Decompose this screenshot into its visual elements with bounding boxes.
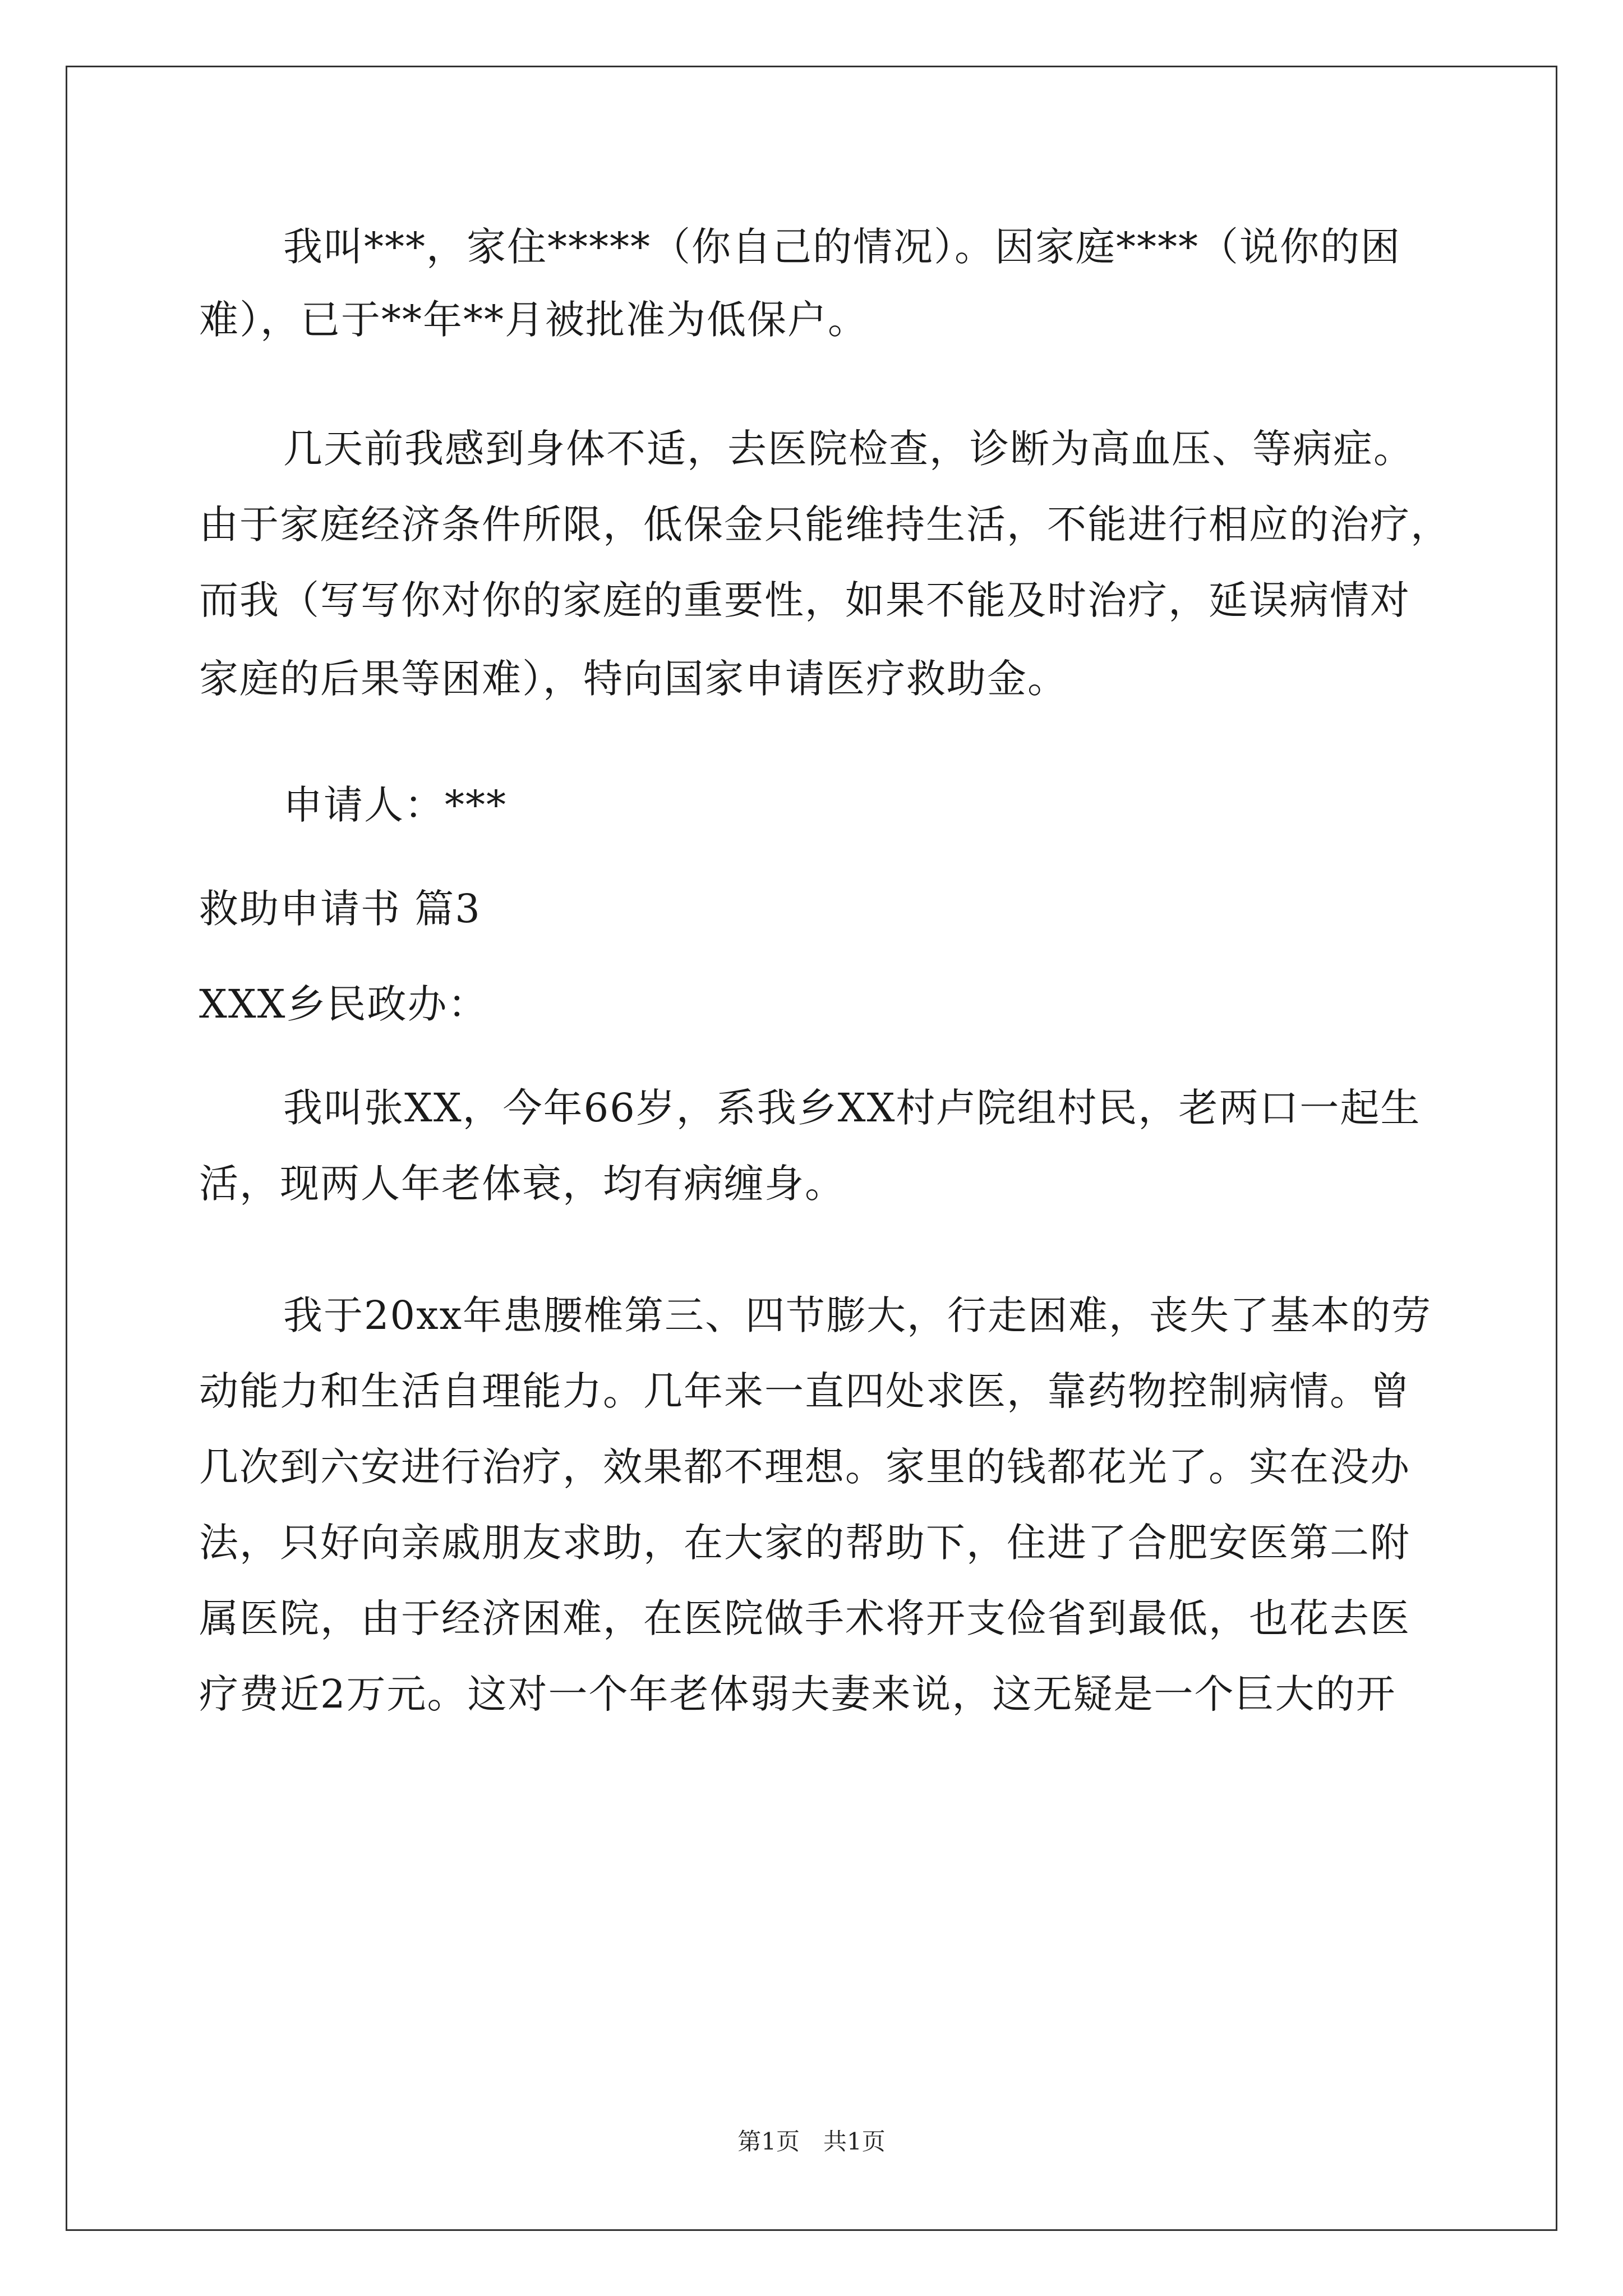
- paragraph-line: 我叫张XX，今年66岁，系我乡XX村卢院组村民，老两口一起生: [283, 1085, 1421, 1131]
- signature-line: 申请人：***: [283, 782, 507, 828]
- paragraph-line: 几天前我感到身体不适，去医院检查，诊断为高血压、等病症。: [283, 426, 1414, 472]
- paragraph-line: 我叫***，家住*****（你自己的情况）。因家庭****（说你的困: [283, 224, 1401, 270]
- paragraph-line: 家庭的后果等困难），特向国家申请医疗救助金。: [199, 656, 1068, 702]
- page-number: 第1页 共1页: [737, 2128, 886, 2155]
- paragraph-line: 而我（写写你对你的家庭的重要性，如果不能及时治疗，延误病情对: [199, 577, 1410, 623]
- salutation: XXX乡民政办：: [199, 981, 488, 1027]
- paragraph-line: 动能力和生活自理能力。几年来一直四处求医，靠药物控制病情。曾: [199, 1368, 1410, 1414]
- paragraph-line: 属医院，由于经济困难，在医院做手术将开支俭省到最低，也花去医: [199, 1595, 1410, 1641]
- page-border: [66, 66, 1557, 2231]
- paragraph-line: 我于20xx年患腰椎第三、四节膨大，行走困难，丧失了基本的劳: [283, 1292, 1432, 1338]
- paragraph-line: 活，现两人年老体衰，均有病缠身。: [199, 1161, 845, 1207]
- paragraph-line: 由于家庭经济条件所限，低保金只能维持生活，不能进行相应的治疗，: [199, 501, 1451, 547]
- paragraph-line: 法，只好向亲戚朋友求助，在大家的帮助下，住进了合肥安医第二附: [199, 1520, 1410, 1566]
- paragraph-line: 几次到六安进行治疗，效果都不理想。家里的钱都花光了。实在没办: [199, 1444, 1410, 1490]
- paragraph-line: 疗费近2万元。这对一个年老体弱夫妻来说，这无疑是一个巨大的开: [199, 1671, 1396, 1717]
- paragraph-line: 难），已于**年**月被批准为低保户。: [199, 297, 868, 343]
- section-heading: 救助申请书 篇3: [199, 886, 481, 932]
